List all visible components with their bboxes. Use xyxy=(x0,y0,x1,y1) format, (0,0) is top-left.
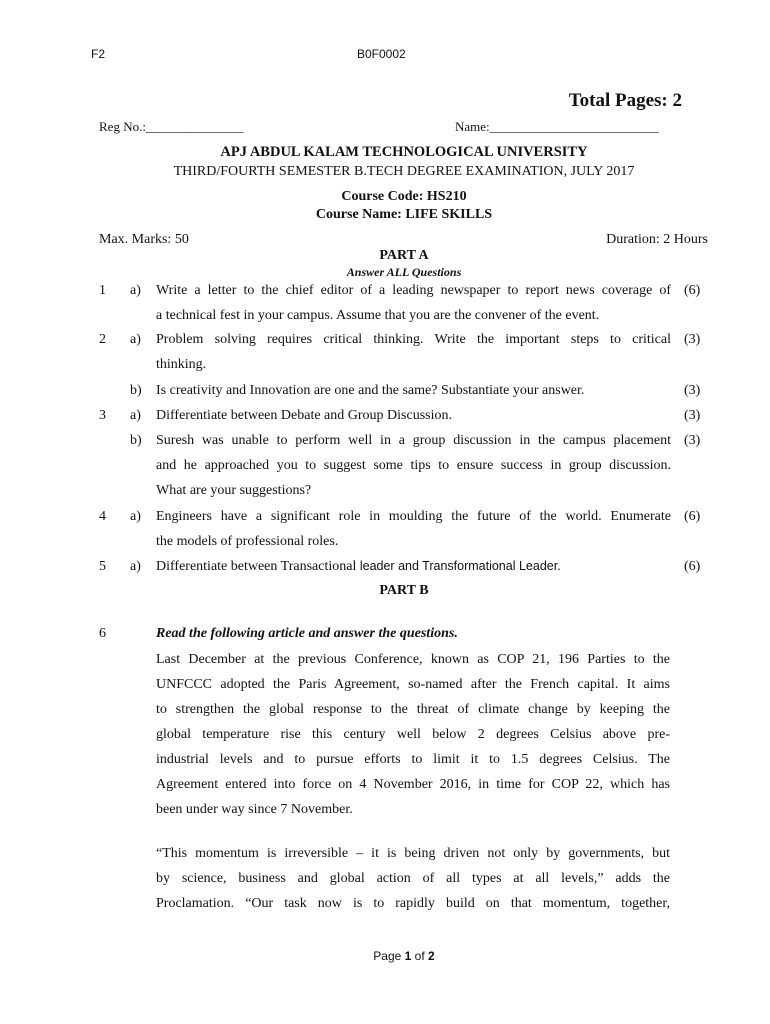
question-line: Differentiate between Debate and Group Discussion. xyxy=(156,408,452,423)
question-text xyxy=(156,504,671,554)
question-line: Problem solving requires critical thinking. Write the important steps to critical xyxy=(156,332,671,347)
part-b-title: PART B xyxy=(379,583,429,598)
article-line: to strengthen the global response to the threat of climate change by keeping the xyxy=(156,702,670,717)
question-marks: (6) xyxy=(684,509,701,524)
question-sub: b) xyxy=(130,383,142,398)
question-sub: a) xyxy=(130,509,141,524)
article-line: “This momentum is irreversible – it is being driven not only by governments, but xyxy=(156,846,670,861)
footer-current-page: 1 xyxy=(404,949,412,963)
part-a-title: PART A xyxy=(379,248,429,263)
article-line: UNFCCC adopted the Paris Agreement, so-named after the French capital. It aims xyxy=(156,677,670,692)
article-line: Last December at the previous Conference, known as COP 21, 196 Parties to the xyxy=(156,652,670,667)
article-line: Proclamation. “Our task now is to rapidly build on that momentum, together, xyxy=(156,896,670,911)
question-line: a technical fest in your campus. Assume that you are the convener of the event. xyxy=(156,308,600,323)
question-line: Suresh was unable to perform well in a group discussion in the campus placement xyxy=(156,433,671,448)
question-text xyxy=(156,428,671,503)
question-sub: a) xyxy=(130,559,141,574)
exam-title: THIRD/FOURTH SEMESTER B.TECH DEGREE EXAMINATION, JULY 2017 xyxy=(173,164,635,179)
question-marks: (3) xyxy=(684,433,701,448)
reg-no-field: Reg No.:_______________ xyxy=(99,119,244,134)
question-line: Engineers have a significant role in moulding the future of the world. Enumerate xyxy=(156,509,671,524)
article-line: global temperature rise this century well below 2 degrees Celsius above pre- xyxy=(156,727,670,742)
name-field: Name:__________________________ xyxy=(455,119,659,134)
question-line: and he approached you to suggest some tips to ensure success in group discussion. xyxy=(156,458,671,473)
question-number: 1 xyxy=(99,283,106,298)
question-text xyxy=(156,403,671,428)
question-number: 6 xyxy=(99,626,106,641)
article-paragraph-2 xyxy=(156,841,670,916)
question-sub: a) xyxy=(130,408,141,423)
article-paragraph-1 xyxy=(156,647,670,822)
total-pages: Total Pages: 2 xyxy=(568,90,682,111)
question-line: What are your suggestions? xyxy=(156,483,312,498)
question-number: 2 xyxy=(99,332,106,347)
header-left-code: F2 xyxy=(91,47,106,61)
course-code: Course Code: HS210 xyxy=(341,189,467,204)
max-marks: Max. Marks: 50 xyxy=(99,232,189,247)
university-title: APJ ABDUL KALAM TECHNOLOGICAL UNIVERSITY xyxy=(220,144,588,160)
question-line: Is creativity and Innovation are one and the same? Substantiate your answer. xyxy=(156,383,585,398)
question-sub: a) xyxy=(130,332,141,347)
article-line: been under way since 7 November. xyxy=(156,802,353,817)
footer-mid: of xyxy=(411,949,429,963)
question-number: 5 xyxy=(99,559,106,574)
question-text xyxy=(156,278,671,328)
header-center-code: B0F0002 xyxy=(357,47,406,61)
question-text xyxy=(156,554,671,579)
question-sub: b) xyxy=(130,433,142,448)
question-line: the models of professional roles. xyxy=(156,534,339,549)
page-footer xyxy=(0,949,770,963)
question-marks: (3) xyxy=(684,332,701,347)
question-sub: a) xyxy=(130,283,141,298)
question-number: 4 xyxy=(99,509,106,524)
question-text xyxy=(156,327,671,377)
question-marks: (3) xyxy=(684,383,701,398)
article-line: industrial levels and to pursue efforts to limit it to 1.5 degrees Celsius. The xyxy=(156,752,670,767)
part-a-instruction: Answer ALL Questions xyxy=(346,265,462,279)
question-text-serif: Differentiate between Transactional xyxy=(156,559,360,574)
footer-total-pages: 2 xyxy=(428,949,435,963)
article-line: by science, business and global action of all types at all levels,” adds the xyxy=(156,871,670,886)
question-marks: (6) xyxy=(684,559,701,574)
question-line: Write a letter to the chief editor of a leading newspaper to report news coverage of xyxy=(156,283,671,298)
footer-prefix: Page xyxy=(373,949,405,963)
question-text-sans: leader and Transformational Leader. xyxy=(359,559,561,573)
question-line: thinking. xyxy=(156,357,207,372)
question-number: 3 xyxy=(99,408,106,423)
question-text xyxy=(156,378,671,403)
question-marks: (3) xyxy=(684,408,701,423)
question-marks: (6) xyxy=(684,283,701,298)
course-name: Course Name: LIFE SKILLS xyxy=(315,207,493,222)
article-line: Agreement entered into force on 4 November 2016, in time for COP 22, which has xyxy=(156,777,670,792)
duration: Duration: 2 Hours xyxy=(606,232,708,247)
question-line xyxy=(156,554,671,579)
article-instruction: Read the following article and answer the questions. xyxy=(156,626,458,641)
